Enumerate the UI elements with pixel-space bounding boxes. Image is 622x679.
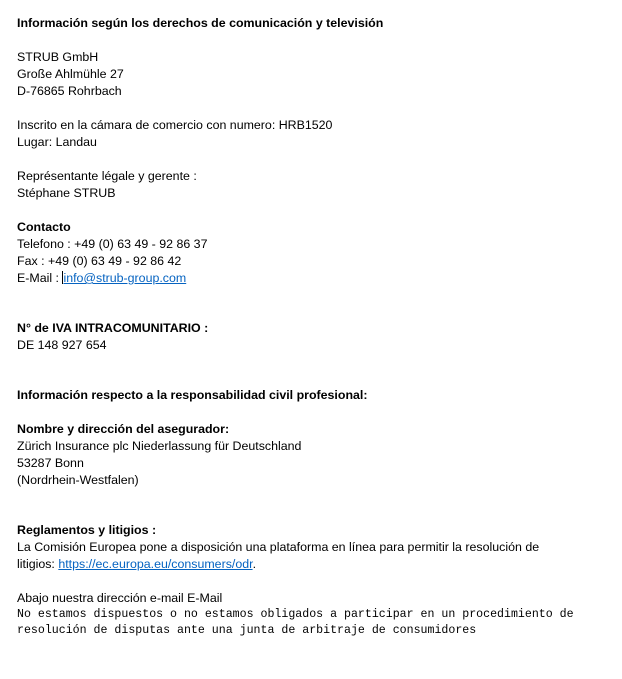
- registry-line: Inscrito en la cámara de comercio con numero: HRB1520: [17, 118, 333, 132]
- contact-heading: Contacto: [17, 220, 71, 234]
- disputes-text: La Comisión Europea pone a disposición una plataforma en línea para permitir la resolución de litigios:: [17, 540, 540, 571]
- vat-number: DE 148 927 654: [17, 338, 107, 352]
- company-name: STRUB GmbH: [17, 50, 99, 64]
- registry-place: Lugar: Landau: [17, 135, 97, 149]
- insurer-region: (Nordrhein-Westfalen): [17, 473, 139, 487]
- info-heading: Información según los derechos de comunicación y televisión: [17, 16, 384, 30]
- legal-notice-document: [17, 15, 607, 638]
- insurer-name: Zürich Insurance plc Niederlassung für Deutschland: [17, 439, 302, 453]
- contact-email-row: [17, 270, 607, 287]
- email-note-line: Abajo nuestra dirección e-mail E-Mail: [17, 591, 223, 605]
- disputes-paragraph: [17, 539, 562, 573]
- vat-heading: N° de IVA INTRACOMUNITARIO :: [17, 321, 209, 335]
- company-city: D-76865 Rohrbach: [17, 84, 122, 98]
- contact-fax: Fax : +49 (0) 63 49 - 92 86 42: [17, 254, 182, 268]
- representative-label: Représentante légale y gerente :: [17, 169, 197, 183]
- odr-link[interactable]: https://ec.europa.eu/consumers/odr: [58, 557, 253, 571]
- liability-heading: Información respecto a la responsabilidad civil profesional:: [17, 388, 368, 402]
- insurer-city: 53287 Bonn: [17, 456, 84, 470]
- disputes-heading: Reglamentos y litigios :: [17, 523, 157, 537]
- representative-name: Stéphane STRUB: [17, 186, 116, 200]
- company-street: Große Ahlmühle 27: [17, 67, 124, 81]
- insurer-heading: Nombre y dirección del asegurador:: [17, 422, 230, 436]
- contact-phone: Telefono : +49 (0) 63 49 - 92 86 37: [17, 237, 208, 251]
- disputes-text-end: .: [252, 557, 257, 571]
- contact-email-label: E-Mail :: [17, 271, 63, 285]
- contact-email-link[interactable]: info@strub-group.com: [63, 271, 187, 285]
- arbitration-note: No estamos dispuestos o no estamos obligados a participar en un procedimiento de resolución de disputas ante una junta de arbitraje de consumidores: [17, 608, 574, 637]
